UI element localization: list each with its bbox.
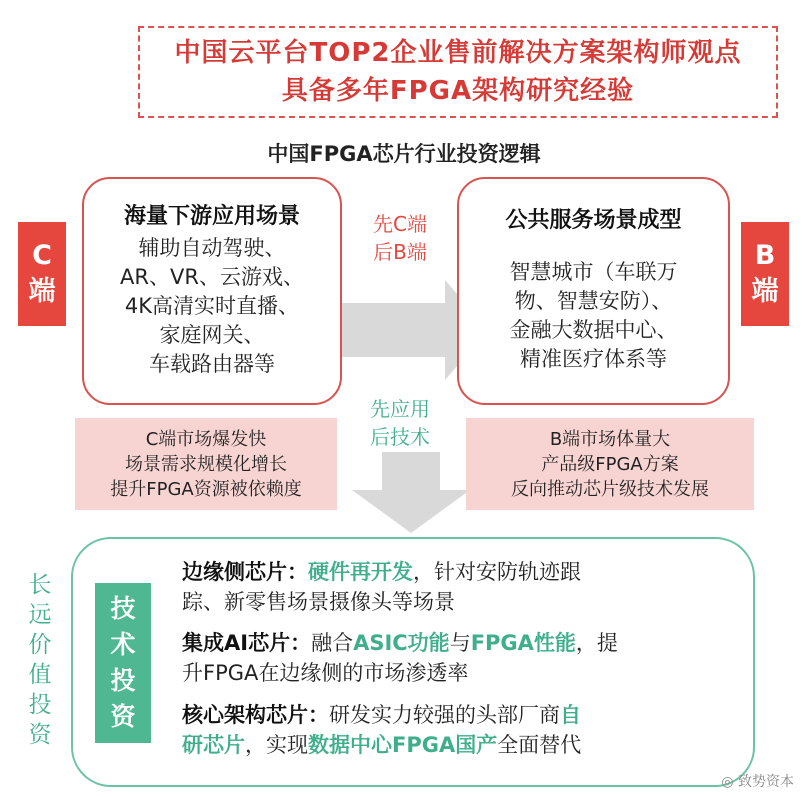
core-chip-text: 研发实力较强的头部厂商 <box>329 703 560 727</box>
b-side-letter: B <box>754 240 776 271</box>
middle-bottom-line-1: 先应用 <box>370 397 430 421</box>
watermark-text: 致势资本 <box>738 774 794 790</box>
ai-chip-highlight: FPGA性能 <box>470 631 576 655</box>
left-box-line: AR、VR、云游戏、 <box>120 265 304 289</box>
long-label-char: 资 <box>28 722 52 748</box>
middle-top-line-2: 后B端 <box>373 240 427 264</box>
ai-chip-text: 融合 <box>311 631 354 655</box>
core-chip-title: 核心架构芯片： <box>182 703 329 727</box>
b-side-tag <box>741 222 789 326</box>
long-label-char: 投 <box>28 692 52 718</box>
tech-investment-tag <box>95 583 151 743</box>
c-side-letter: C <box>32 240 52 271</box>
ai-chip-item <box>182 628 722 688</box>
middle-top-label <box>350 210 450 266</box>
core-chip-text: ，实现 <box>245 733 308 757</box>
right-box-line: 精准医疗体系等 <box>520 347 667 371</box>
left-box-line: 辅助自动驾驶、 <box>138 236 286 260</box>
edge-chip-highlight: 硬件再开发 <box>308 560 413 584</box>
c-side-tag <box>18 222 66 326</box>
right-box-heading: 公共服务场景成型 <box>505 208 682 233</box>
tech-tag-char: 资 <box>110 702 136 731</box>
middle-bottom-label <box>350 395 450 451</box>
c-market-line: C端市场爆发快 <box>145 428 267 450</box>
c-market-line: 提升FPGA资源被依赖度 <box>110 478 302 500</box>
header-line-1: 中国云平台TOP2企业售前解决方案架构师观点 <box>174 38 742 68</box>
wechat-icon: ◎ <box>721 774 734 790</box>
middle-bottom-line-2: 后技术 <box>370 425 430 449</box>
long-label-char: 远 <box>28 602 52 628</box>
right-box-line: 智慧城市（车联万 <box>509 260 678 284</box>
core-chip-text: 全面替代 <box>497 733 582 757</box>
left-box-line: 4K高清实时直播、 <box>124 294 300 318</box>
tech-tag-char: 投 <box>110 666 136 695</box>
edge-chip-text-2: 踪、新零售场景摄像头等场景 <box>182 590 455 614</box>
right-box-line: 金融大数据中心、 <box>509 318 678 342</box>
core-chip-highlight: 数据中心FPGA国产 <box>308 733 498 757</box>
edge-chip-item <box>182 557 722 617</box>
watermark <box>721 771 794 791</box>
ai-chip-text-2: 升FPGA在边缘侧的市场渗透率 <box>182 661 469 685</box>
left-box-heading: 海量下游应用场景 <box>123 204 300 229</box>
core-chip-highlight: 自 <box>560 703 581 727</box>
c-market-line: 场景需求规模化增长 <box>125 453 287 475</box>
right-box-line: 物、智慧安防）、 <box>514 289 673 313</box>
downstream-scenarios-box <box>82 177 342 405</box>
tech-tag-char: 术 <box>110 630 136 659</box>
public-services-box <box>457 177 730 405</box>
header-line-2: 具备多年FPGA架构研究经验 <box>281 76 635 106</box>
core-chip-highlight: 研芯片 <box>182 733 245 757</box>
core-chip-item <box>182 700 722 760</box>
c-market-summary <box>75 418 337 510</box>
ai-chip-text: 与 <box>449 631 471 655</box>
edge-chip-title: 边缘侧芯片： <box>182 560 308 584</box>
c-side-char: 端 <box>28 276 56 307</box>
long-label-char: 长 <box>28 572 52 598</box>
middle-top-line-1: 先C端 <box>373 212 427 236</box>
b-side-char: 端 <box>751 276 779 307</box>
left-box-line: 家庭网关、 <box>159 323 265 347</box>
ai-chip-title: 集成AI芯片： <box>182 631 312 655</box>
left-box-line: 车载路由器等 <box>149 352 275 376</box>
b-market-line: 反向推动芯片级技术发展 <box>511 478 709 500</box>
edge-chip-text: ，针对安防轨迹跟 <box>413 560 581 584</box>
b-market-line: B端市场体量大 <box>549 428 671 450</box>
long-label-char: 值 <box>28 662 52 688</box>
down-arrow <box>352 452 470 533</box>
tech-tag-char: 技 <box>110 594 136 623</box>
ai-chip-text: ，提 <box>575 631 618 655</box>
long-label-char: 价 <box>28 632 52 658</box>
ai-chip-highlight: ASIC功能 <box>353 631 450 655</box>
b-market-summary <box>466 418 754 510</box>
b-market-line: 产品级FPGA方案 <box>541 453 679 475</box>
long-term-value-label <box>24 570 56 750</box>
diagram-subtitle: 中国FPGA芯片行业投资逻辑 <box>267 142 541 166</box>
